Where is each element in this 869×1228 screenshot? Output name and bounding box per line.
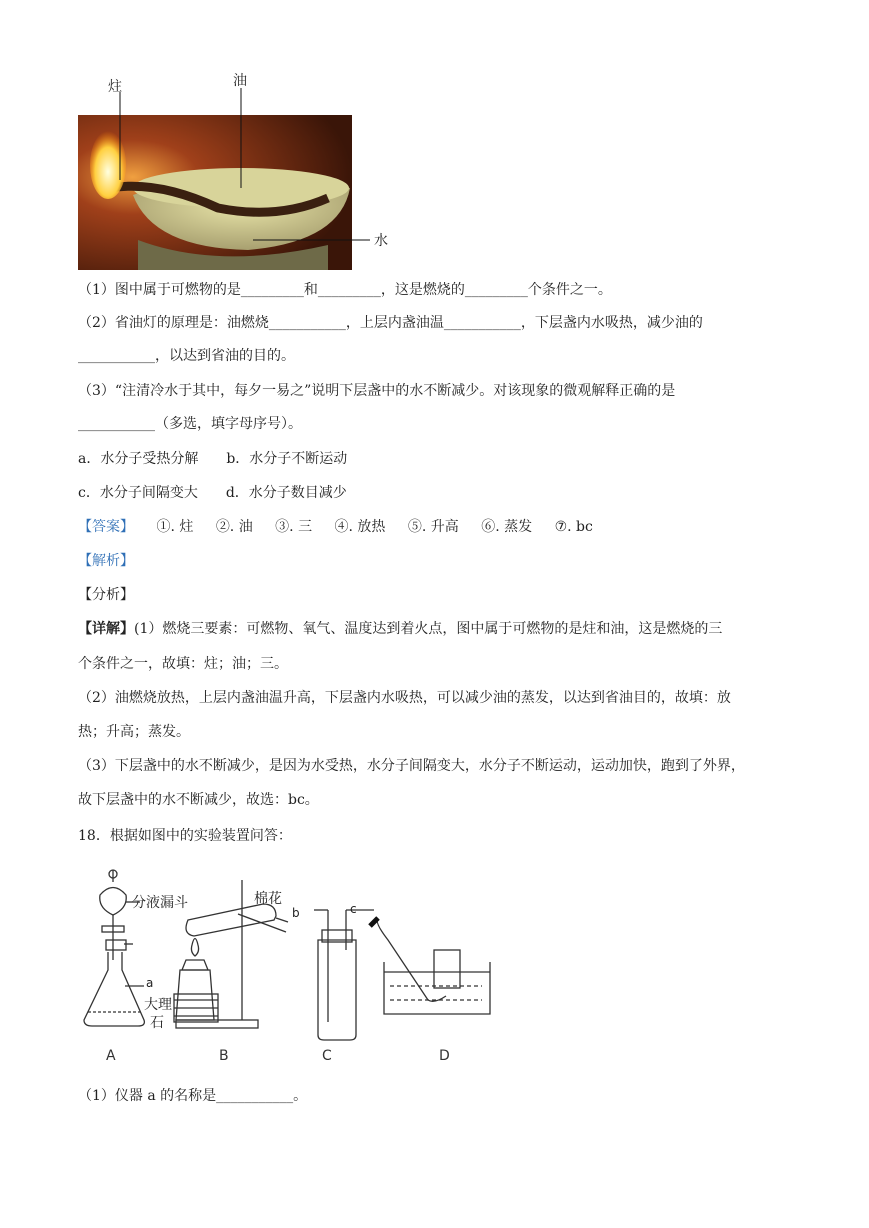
tube-c-label: c: [350, 902, 357, 916]
detail-1-line-2: 个条件之一，故填：炷；油；三。: [78, 656, 288, 672]
detail-text: (1）燃烧三要素：可燃物、氧气、温度达到着火点，图中属于可燃物的是炷和油，这是燃烧的三: [134, 621, 723, 637]
oil-lamp-figure: [78, 70, 398, 270]
oil-lamp-photo: [78, 70, 398, 270]
separatory-funnel: [100, 888, 126, 916]
question-3-line-1: （3）“注清冷水于其中，每夕一易之”说明下层盏中的水不断减少。对该现象的微观解释正确的是: [78, 383, 676, 399]
fenxi-tag: 【分析】: [78, 587, 134, 603]
question-3-line-2: ___________（多选，填字母序号）。: [78, 416, 302, 432]
detail-tag: 【详解】: [78, 621, 134, 637]
test-tube: [186, 904, 276, 936]
marble-label-2: 石: [150, 1015, 164, 1031]
water-label: 水: [374, 233, 388, 249]
question-18-1: （1）仪器 a 的名称是___________。: [78, 1088, 308, 1104]
question-1: （1）图中属于可燃物的是_________和_________，这是燃烧的_________个条件之一。: [78, 282, 612, 298]
answer-item: ⑤. 升高: [407, 519, 459, 535]
alcohol-lamp: [176, 970, 214, 1020]
options-c-d: c．水分子间隔变大 d．水分子数目减少: [78, 485, 347, 501]
flame: [90, 131, 126, 199]
detail-2-line-2: 热；升高；蒸发。: [78, 724, 190, 740]
oil-label: 油: [233, 73, 247, 89]
wick-label: 炷: [108, 79, 122, 95]
answer-item: ⑥. 蒸发: [481, 519, 533, 535]
question-2-line-1: （2）省油灯的原理是：油燃烧___________，上层内盏油温___________，下层盏内水吸热，减少油的: [78, 315, 703, 331]
answer-item: ①. 炷: [156, 519, 194, 535]
options-a-b: a．水分子受热分解 b．水分子不断运动: [78, 451, 348, 467]
gas-bottle: [318, 940, 356, 1040]
tube-b-label: b: [292, 906, 300, 920]
apparatus-letter-a: A: [106, 1048, 116, 1064]
cotton-label: 棉花: [254, 891, 282, 907]
answer-row: [78, 517, 611, 537]
detail-3-line-2: 故下层盏中的水不断减少，故选：bc。: [78, 792, 319, 808]
answer-item: ③. 三: [275, 519, 313, 535]
apparatus-letter-b: B: [219, 1048, 229, 1064]
detail-3-line-1: （3）下层盏中的水不断减少，是因为水受热，水分子间隔变大，水分子不断运动，运动加快，跑到了外界，: [78, 758, 745, 774]
funnel-label: 分液漏斗: [132, 895, 188, 911]
answer-item: ④. 放热: [334, 519, 386, 535]
apparatus-letter-d: D: [439, 1048, 450, 1064]
apparatus-letter-c: C: [322, 1048, 332, 1064]
answer-item: ⑦. bc: [554, 519, 593, 535]
conical-flask: [84, 952, 144, 1026]
question-18: 18．根据如图中的实验装置问答：: [78, 828, 292, 844]
detail-1-line-1: [78, 619, 722, 639]
detail-2-line-1: （2）油燃烧放热，上层内盏油温升高，下层盏内水吸热，可以减少油的蒸发，以达到省油目的，故填：放: [78, 690, 731, 706]
question-2-line-2: ___________，以达到省油的目的。: [78, 348, 295, 364]
analysis-tag: 【解析】: [78, 553, 134, 569]
marble-label: 大理: [144, 997, 172, 1013]
answer-item: ②. 油: [215, 519, 253, 535]
apparatus-figure: [78, 860, 498, 1070]
answer-tag: 【答案】: [78, 519, 134, 535]
instrument-a-label: a: [146, 976, 154, 990]
